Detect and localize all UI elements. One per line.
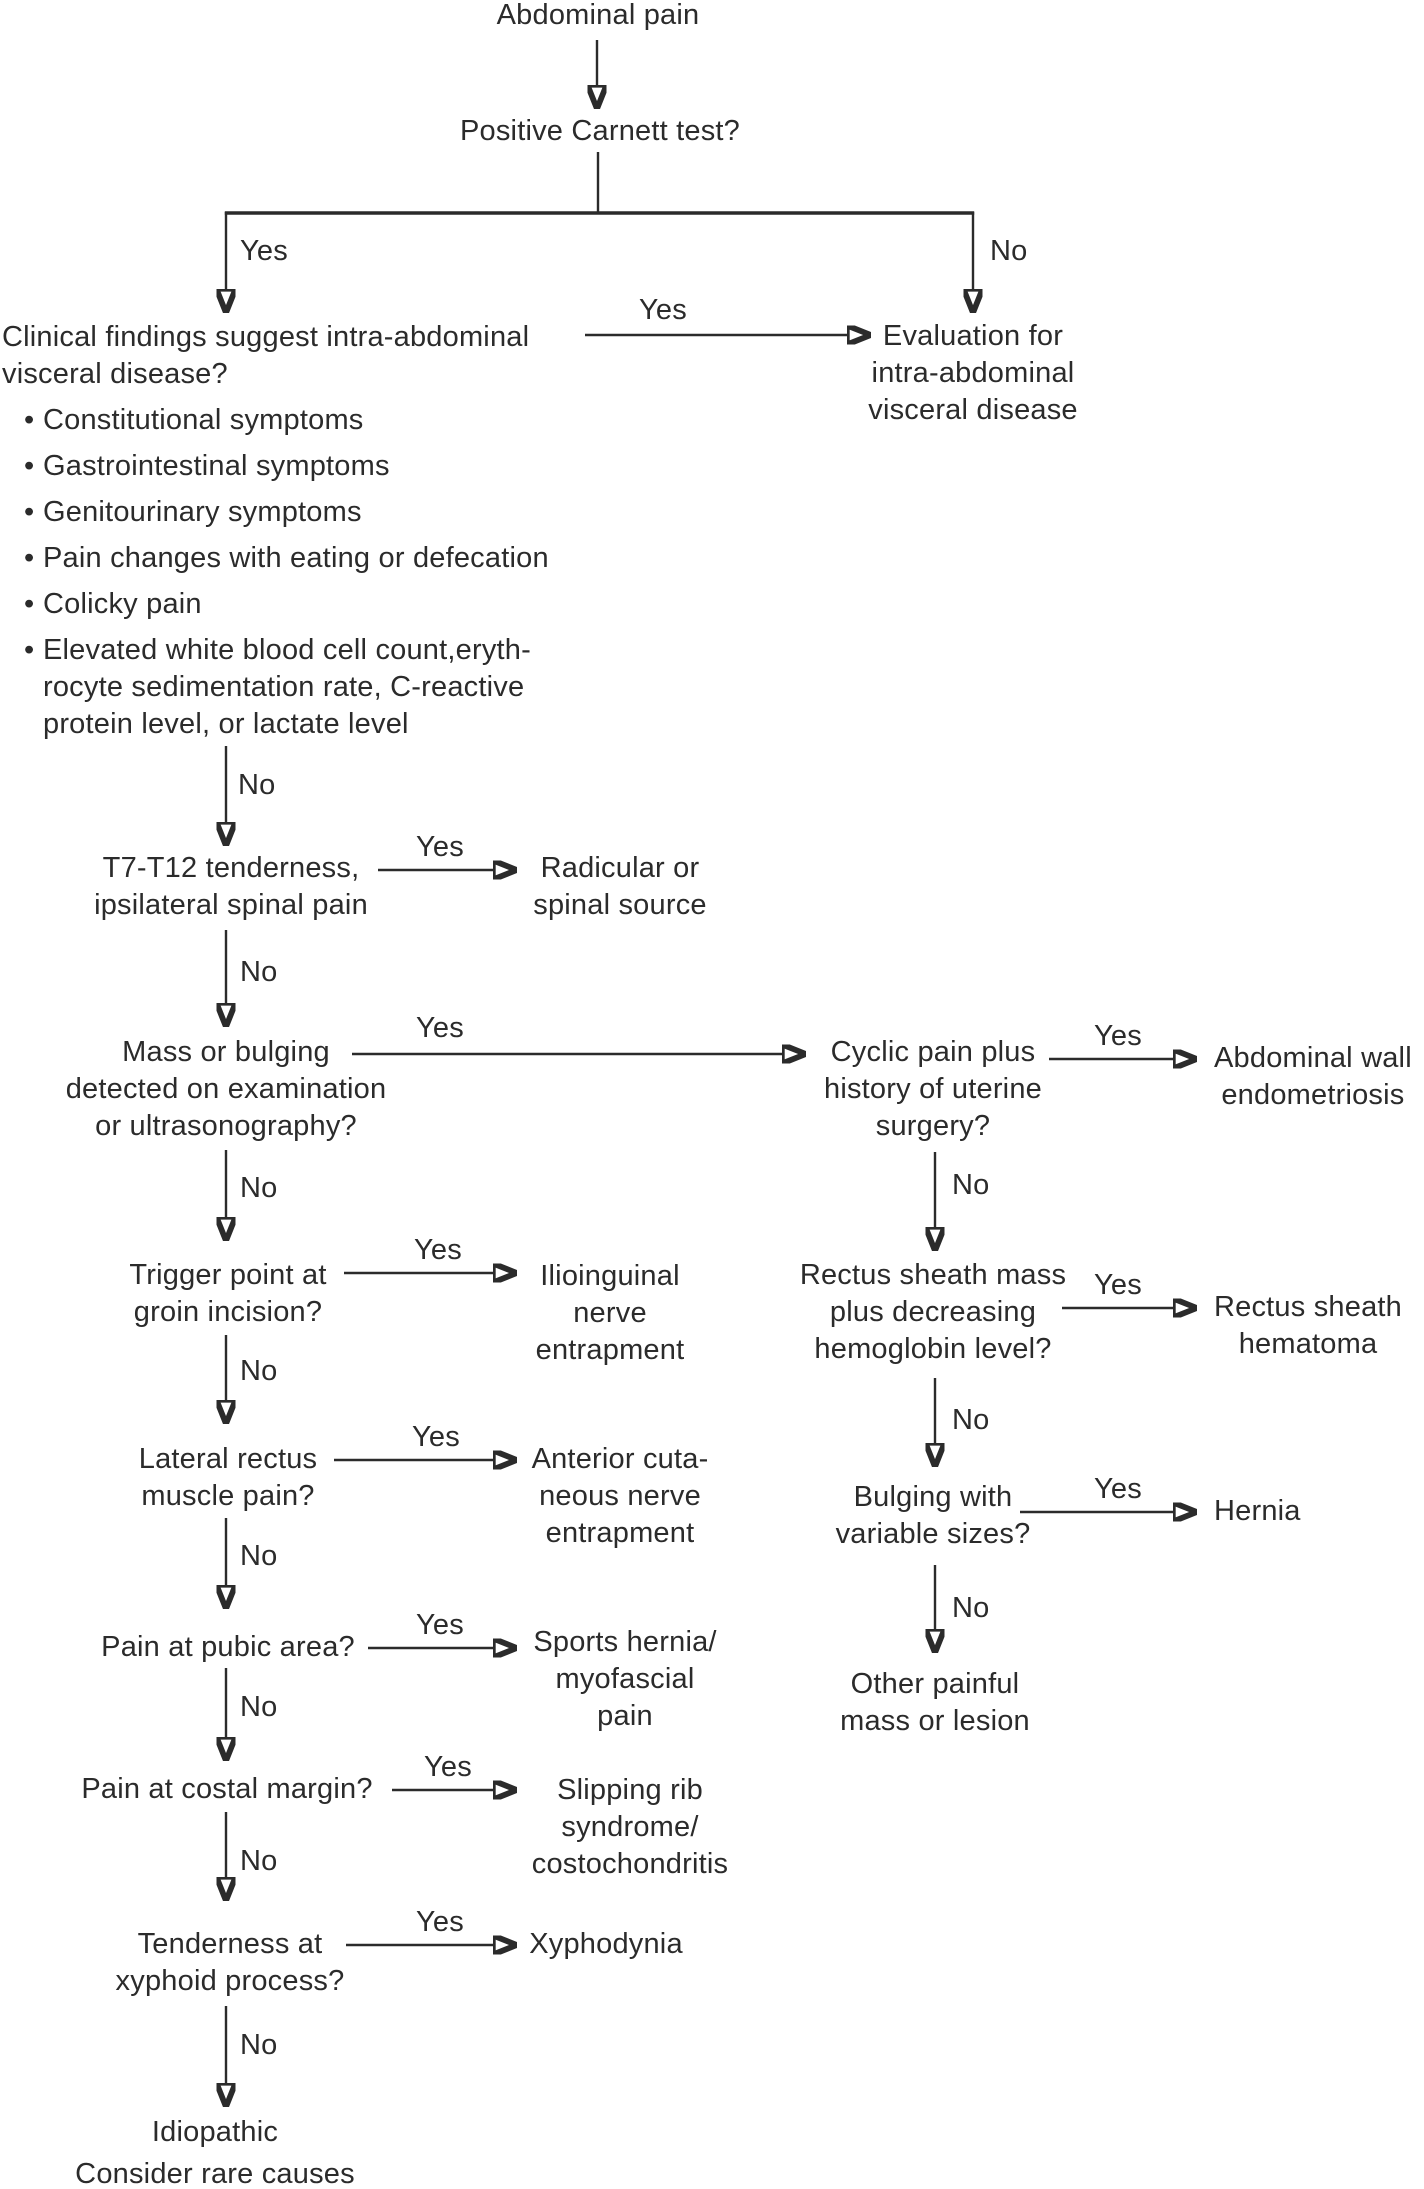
text-line: Ilioinguinal: [540, 1260, 680, 1292]
edge-label-yes: Yes: [416, 1906, 464, 1938]
edge-label-yes: Yes: [416, 1012, 464, 1044]
text-line: Trigger point at: [129, 1259, 327, 1291]
text-line: Mass or bulging: [122, 1036, 330, 1068]
clinical-symptoms-list: [22, 402, 549, 752]
list-item: [22, 586, 549, 623]
text-line: plus decreasing: [829, 1296, 1037, 1328]
edge-label-yes: Yes: [416, 831, 464, 863]
text-line: detected on examination: [65, 1073, 387, 1105]
node-bulging-variable-sizes: [836, 1479, 1031, 1553]
node-hernia: Hernia: [1214, 1495, 1301, 1527]
edge-label-yes: Yes: [240, 235, 288, 267]
bullet-text-line: protein level, or lactate level: [43, 708, 409, 740]
bullet-text: [43, 632, 549, 743]
text-line: syndrome/: [561, 1811, 699, 1843]
text-line: costochondritis: [531, 1848, 729, 1880]
text-line: groin incision?: [133, 1296, 323, 1328]
edge-label-yes: Yes: [1094, 1020, 1142, 1052]
bullet-icon: •: [24, 588, 35, 620]
edge-label-yes: Yes: [424, 1751, 472, 1783]
edge-label-yes: Yes: [1094, 1473, 1142, 1505]
text-line: Consider rare causes: [75, 2158, 355, 2189]
node-slipping-rib-syndrome: [532, 1772, 728, 1883]
node-rectus-sheath-hematoma: [1214, 1289, 1402, 1363]
bullet-text: Constitutional symptoms: [43, 404, 364, 436]
text-line: hematoma: [1238, 1328, 1378, 1360]
node-carnett-test: Positive Carnett test?: [459, 115, 741, 147]
list-item: [22, 402, 549, 439]
text-line: endometriosis: [1221, 1079, 1405, 1111]
bullet-icon: •: [24, 634, 35, 666]
bullet-icon: •: [24, 450, 35, 482]
clinical-line-2: visceral disease?: [2, 358, 228, 390]
text-line: or ultrasonography?: [95, 1110, 357, 1142]
edge-label-no: No: [240, 956, 278, 988]
node-radicular-spinal: [533, 850, 706, 924]
text-line: pain: [597, 1700, 653, 1732]
text-line: hemoglobin level?: [814, 1333, 1052, 1365]
edge-label-no: No: [240, 1355, 278, 1387]
list-item: [22, 632, 549, 743]
bullet-text: Colicky pain: [43, 588, 202, 620]
text-line: Other painful: [850, 1668, 1020, 1700]
node-abdominal-wall-endometriosis: [1214, 1040, 1412, 1114]
edge-label-no: No: [240, 1540, 278, 1572]
node-trigger-point: [129, 1257, 326, 1331]
node-anterior-cutaneous-entrapment: [532, 1441, 709, 1552]
text-line: variable sizes?: [835, 1518, 1031, 1550]
list-item: [22, 540, 549, 577]
text-line: intra-abdominal: [871, 357, 1075, 389]
bullet-icon: •: [24, 496, 35, 528]
text-line: Cyclic pain plus: [830, 1036, 1036, 1068]
edge-label-no: No: [240, 2029, 278, 2061]
edge-label-no: No: [990, 235, 1028, 267]
node-t7-t12-tenderness: [94, 850, 368, 924]
bullet-text: Genitourinary symptoms: [43, 496, 362, 528]
text-line: neous nerve: [539, 1480, 701, 1512]
edge-label-yes: Yes: [1094, 1269, 1142, 1301]
text-line: Lateral rectus: [138, 1443, 318, 1475]
node-ilioinguinal-entrapment: [536, 1258, 685, 1369]
text-line: Bulging with: [853, 1481, 1013, 1513]
text-line: Rectus sheath: [1214, 1291, 1402, 1323]
text-line: Idiopathic: [151, 2116, 279, 2148]
node-tenderness-xyphoid: [116, 1926, 345, 2000]
bullet-icon: •: [24, 542, 35, 574]
edge-label-no: No: [238, 769, 276, 801]
text-line: visceral disease: [868, 394, 1078, 426]
edge-label-no: No: [952, 1169, 990, 1201]
edge-label-no: No: [240, 1172, 278, 1204]
list-item: [22, 494, 549, 531]
text-line: Sports hernia/: [533, 1626, 717, 1658]
node-mass-or-bulging: [66, 1034, 387, 1145]
text-line: T7-T12 tenderness,: [102, 852, 360, 884]
text-line: nerve: [573, 1297, 647, 1329]
text-line: Evaluation for: [882, 320, 1064, 352]
text-line: entrapment: [545, 1517, 695, 1549]
edge-label-yes: Yes: [416, 1609, 464, 1641]
edge-label-no: No: [240, 1845, 278, 1877]
bullet-text-line: rocyte sedimentation rate, C-reactive: [43, 671, 525, 703]
node-rectus-sheath-mass: [800, 1257, 1066, 1368]
clinical-line-1: Clinical findings suggest intra-abdominal: [2, 321, 530, 353]
node-cyclic-pain: [824, 1034, 1042, 1145]
text-line: Abdominal wall: [1214, 1042, 1412, 1074]
edge-label-yes: Yes: [639, 294, 687, 326]
bullet-icon: •: [24, 404, 35, 436]
text-line: Tenderness at: [137, 1928, 323, 1960]
node-lateral-rectus-pain: [139, 1441, 318, 1515]
text-line: Anterior cuta-: [531, 1443, 709, 1475]
text-line: Slipping rib: [557, 1774, 703, 1806]
edge-label-yes: Yes: [412, 1421, 460, 1453]
node-sports-hernia: [533, 1624, 716, 1735]
text-line: muscle pain?: [141, 1480, 315, 1512]
text-line: spinal source: [533, 889, 707, 921]
list-item: [22, 448, 549, 485]
node-pain-costal-margin: Pain at costal margin?: [81, 1773, 373, 1805]
text-line: surgery?: [875, 1110, 991, 1142]
node-idiopathic: [75, 2111, 355, 2189]
node-abdominal-pain: Abdominal pain: [496, 0, 700, 31]
edge-label-no: No: [952, 1404, 990, 1436]
text-line: myofascial: [555, 1663, 695, 1695]
node-evaluation-visceral: [868, 318, 1078, 429]
edge-label-yes: Yes: [414, 1234, 462, 1266]
node-other-painful-mass: [840, 1666, 1030, 1740]
text-line: xyphoid process?: [115, 1965, 345, 1997]
text-line: history of uterine: [824, 1073, 1042, 1105]
node-xyphodynia: Xyphodynia: [529, 1928, 683, 1960]
text-line: mass or lesion: [840, 1705, 1030, 1737]
text-line: ipsilateral spinal pain: [94, 889, 368, 921]
text-line: Radicular or: [540, 852, 700, 884]
bullet-text: Gastrointestinal symptoms: [43, 450, 390, 482]
bullet-text-line: Elevated white blood cell count,eryth-: [43, 634, 531, 666]
text-line: entrapment: [535, 1334, 685, 1366]
edge-label-no: No: [952, 1592, 990, 1624]
node-pain-pubic-area: Pain at pubic area?: [101, 1631, 355, 1663]
edge-label-no: No: [240, 1691, 278, 1723]
text-line: Rectus sheath mass: [799, 1259, 1067, 1291]
bullet-text: Pain changes with eating or defecation: [43, 542, 549, 574]
node-clinical-findings: [2, 319, 529, 393]
